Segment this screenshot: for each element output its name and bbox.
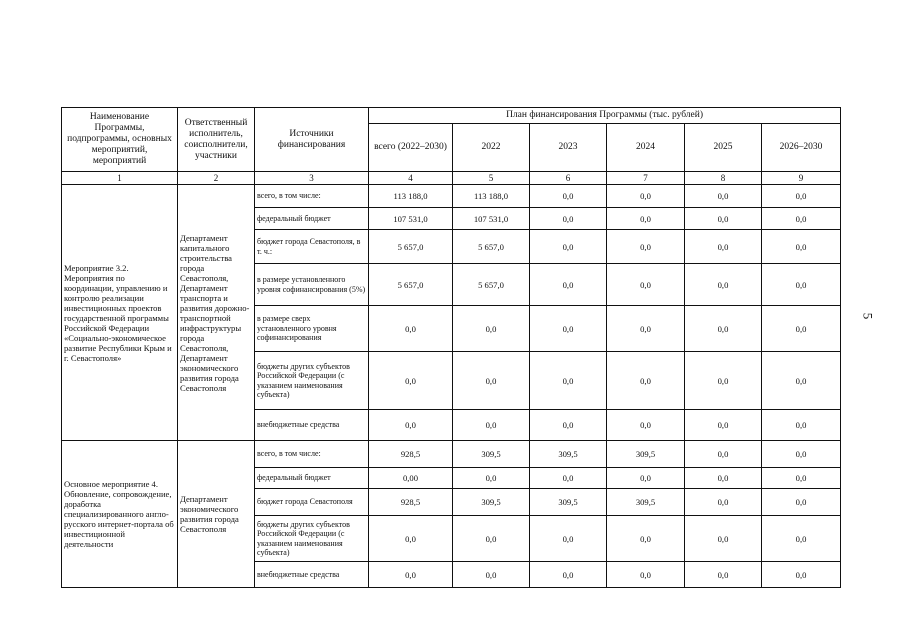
header-year: 2025 <box>685 124 762 172</box>
amount-cell: 0,0 <box>453 562 530 588</box>
funding-source: в размере установленного уровня софинансирования (5%) <box>255 264 369 306</box>
amount-cell: 309,5 <box>453 489 530 516</box>
amount-cell: 0,0 <box>369 410 453 441</box>
amount-cell: 0,0 <box>762 516 841 562</box>
header-year: 2024 <box>607 124 685 172</box>
funding-source: бюджет города Севастополя <box>255 489 369 516</box>
amount-cell: 0,0 <box>530 230 607 264</box>
amount-cell: 0,0 <box>685 562 762 588</box>
amount-cell: 0,0 <box>530 185 607 208</box>
funding-source: внебюджетные средства <box>255 562 369 588</box>
table-row <box>62 185 841 208</box>
amount-cell: 0,0 <box>685 516 762 562</box>
amount-cell: 0,0 <box>607 516 685 562</box>
amount-cell: 309,5 <box>453 441 530 468</box>
amount-cell: 0,0 <box>453 306 530 352</box>
amount-cell: 0,0 <box>607 208 685 230</box>
amount-cell: 0,0 <box>762 208 841 230</box>
amount-cell: 0,0 <box>685 468 762 489</box>
amount-cell: 5 657,0 <box>369 230 453 264</box>
funding-source: всего, в том числе: <box>255 185 369 208</box>
amount-cell: 5 657,0 <box>453 264 530 306</box>
amount-cell: 0,0 <box>685 208 762 230</box>
header-executor: Ответственный исполнитель, соисполнители, участники <box>178 108 255 172</box>
amount-cell: 0,0 <box>369 516 453 562</box>
column-index: 6 <box>530 172 607 185</box>
amount-cell: 0,0 <box>762 264 841 306</box>
funding-source: в размере сверх установленного уровня софинансирования <box>255 306 369 352</box>
column-index: 2 <box>178 172 255 185</box>
amount-cell: 0,0 <box>530 410 607 441</box>
amount-cell: 0,0 <box>762 185 841 208</box>
amount-cell: 113 188,0 <box>453 185 530 208</box>
header-year: всего (2022–2030) <box>369 124 453 172</box>
funding-source: бюджеты других субъектов Российской Федерации (с указанием наименования субъекта) <box>255 516 369 562</box>
amount-cell: 0,0 <box>607 185 685 208</box>
funding-source: бюджет города Севастополя, в т. ч.: <box>255 230 369 264</box>
amount-cell: 0,0 <box>453 516 530 562</box>
amount-cell: 309,5 <box>607 489 685 516</box>
amount-cell: 0,0 <box>762 468 841 489</box>
amount-cell: 0,0 <box>530 468 607 489</box>
amount-cell: 0,0 <box>369 306 453 352</box>
amount-cell: 0,0 <box>369 562 453 588</box>
header-sources: Источники финансирования <box>255 108 369 172</box>
column-index: 3 <box>255 172 369 185</box>
amount-cell: 0,0 <box>530 264 607 306</box>
amount-cell: 0,0 <box>685 489 762 516</box>
column-index: 1 <box>62 172 178 185</box>
amount-cell: 0,0 <box>685 352 762 410</box>
amount-cell: 0,0 <box>762 230 841 264</box>
amount-cell: 0,0 <box>685 264 762 306</box>
column-index: 7 <box>607 172 685 185</box>
amount-cell: 0,0 <box>685 306 762 352</box>
financing-table <box>61 107 841 588</box>
amount-cell: 0,0 <box>530 208 607 230</box>
amount-cell: 0,0 <box>762 562 841 588</box>
amount-cell: 0,0 <box>530 352 607 410</box>
amount-cell: 0,0 <box>762 306 841 352</box>
header-name: Наименование Программы, подпрограммы, основных мероприятий, мероприятий <box>62 108 178 172</box>
amount-cell: 0,0 <box>685 185 762 208</box>
amount-cell: 5 657,0 <box>453 230 530 264</box>
amount-cell: 0,0 <box>453 410 530 441</box>
amount-cell: 0,0 <box>530 562 607 588</box>
funding-source: бюджеты других субъектов Российской Федерации (с указанием наименования субъекта) <box>255 352 369 410</box>
amount-cell: 0,0 <box>607 264 685 306</box>
executor: Департамент экономического развития города Севастополя <box>178 441 255 588</box>
column-index: 9 <box>762 172 841 185</box>
amount-cell: 0,0 <box>607 230 685 264</box>
amount-cell: 0,0 <box>762 352 841 410</box>
funding-source: внебюджетные средства <box>255 410 369 441</box>
amount-cell: 107 531,0 <box>453 208 530 230</box>
amount-cell: 107 531,0 <box>369 208 453 230</box>
column-index: 5 <box>453 172 530 185</box>
amount-cell: 0,0 <box>607 562 685 588</box>
amount-cell: 928,5 <box>369 441 453 468</box>
amount-cell: 0,0 <box>685 230 762 264</box>
amount-cell: 0,0 <box>607 410 685 441</box>
amount-cell: 0,0 <box>607 306 685 352</box>
amount-cell: 309,5 <box>607 441 685 468</box>
page-number: 5 <box>860 312 876 320</box>
amount-cell: 928,5 <box>369 489 453 516</box>
activity-name: Основное мероприятие 4. Обновление, сопровождение, доработка специализированного англо-русского интернет-портала об инвестиционной деятельности <box>62 441 178 588</box>
activity-name: Мероприятие 3.2. Мероприятия по координации, управлению и контролю реализации инвестиционных проектов государственной программы Российской Федерации «Социально-экономическое развитие Республики Крым и г. Севастополя» <box>62 185 178 441</box>
executor: Департамент капитального строительства города Севастополя, Департамент транспорта и развития дорожно-транспортной инфраструктуры города Севастополя, Департамент экономического развития города Севастополя <box>178 185 255 441</box>
amount-cell: 0,0 <box>762 489 841 516</box>
amount-cell: 0,0 <box>530 516 607 562</box>
table-row <box>62 441 841 468</box>
amount-cell: 309,5 <box>530 441 607 468</box>
column-index: 8 <box>685 172 762 185</box>
amount-cell: 0,0 <box>453 352 530 410</box>
header-year: 2022 <box>453 124 530 172</box>
funding-source: всего, в том числе: <box>255 441 369 468</box>
funding-source: федеральный бюджет <box>255 468 369 489</box>
header-plan: План финансирования Программы (тыс. рублей) <box>369 108 841 124</box>
amount-cell: 0,0 <box>607 352 685 410</box>
header-year: 2026–2030 <box>762 124 841 172</box>
amount-cell: 309,5 <box>530 489 607 516</box>
amount-cell: 0,0 <box>453 468 530 489</box>
header-year: 2023 <box>530 124 607 172</box>
amount-cell: 0,0 <box>762 410 841 441</box>
amount-cell: 0,0 <box>762 441 841 468</box>
amount-cell: 5 657,0 <box>369 264 453 306</box>
amount-cell: 0,0 <box>685 410 762 441</box>
column-index: 4 <box>369 172 453 185</box>
amount-cell: 0,0 <box>607 468 685 489</box>
amount-cell: 113 188,0 <box>369 185 453 208</box>
amount-cell: 0,0 <box>369 352 453 410</box>
amount-cell: 0,0 <box>530 306 607 352</box>
amount-cell: 0,0 <box>685 441 762 468</box>
amount-cell: 0,00 <box>369 468 453 489</box>
funding-source: федеральный бюджет <box>255 208 369 230</box>
